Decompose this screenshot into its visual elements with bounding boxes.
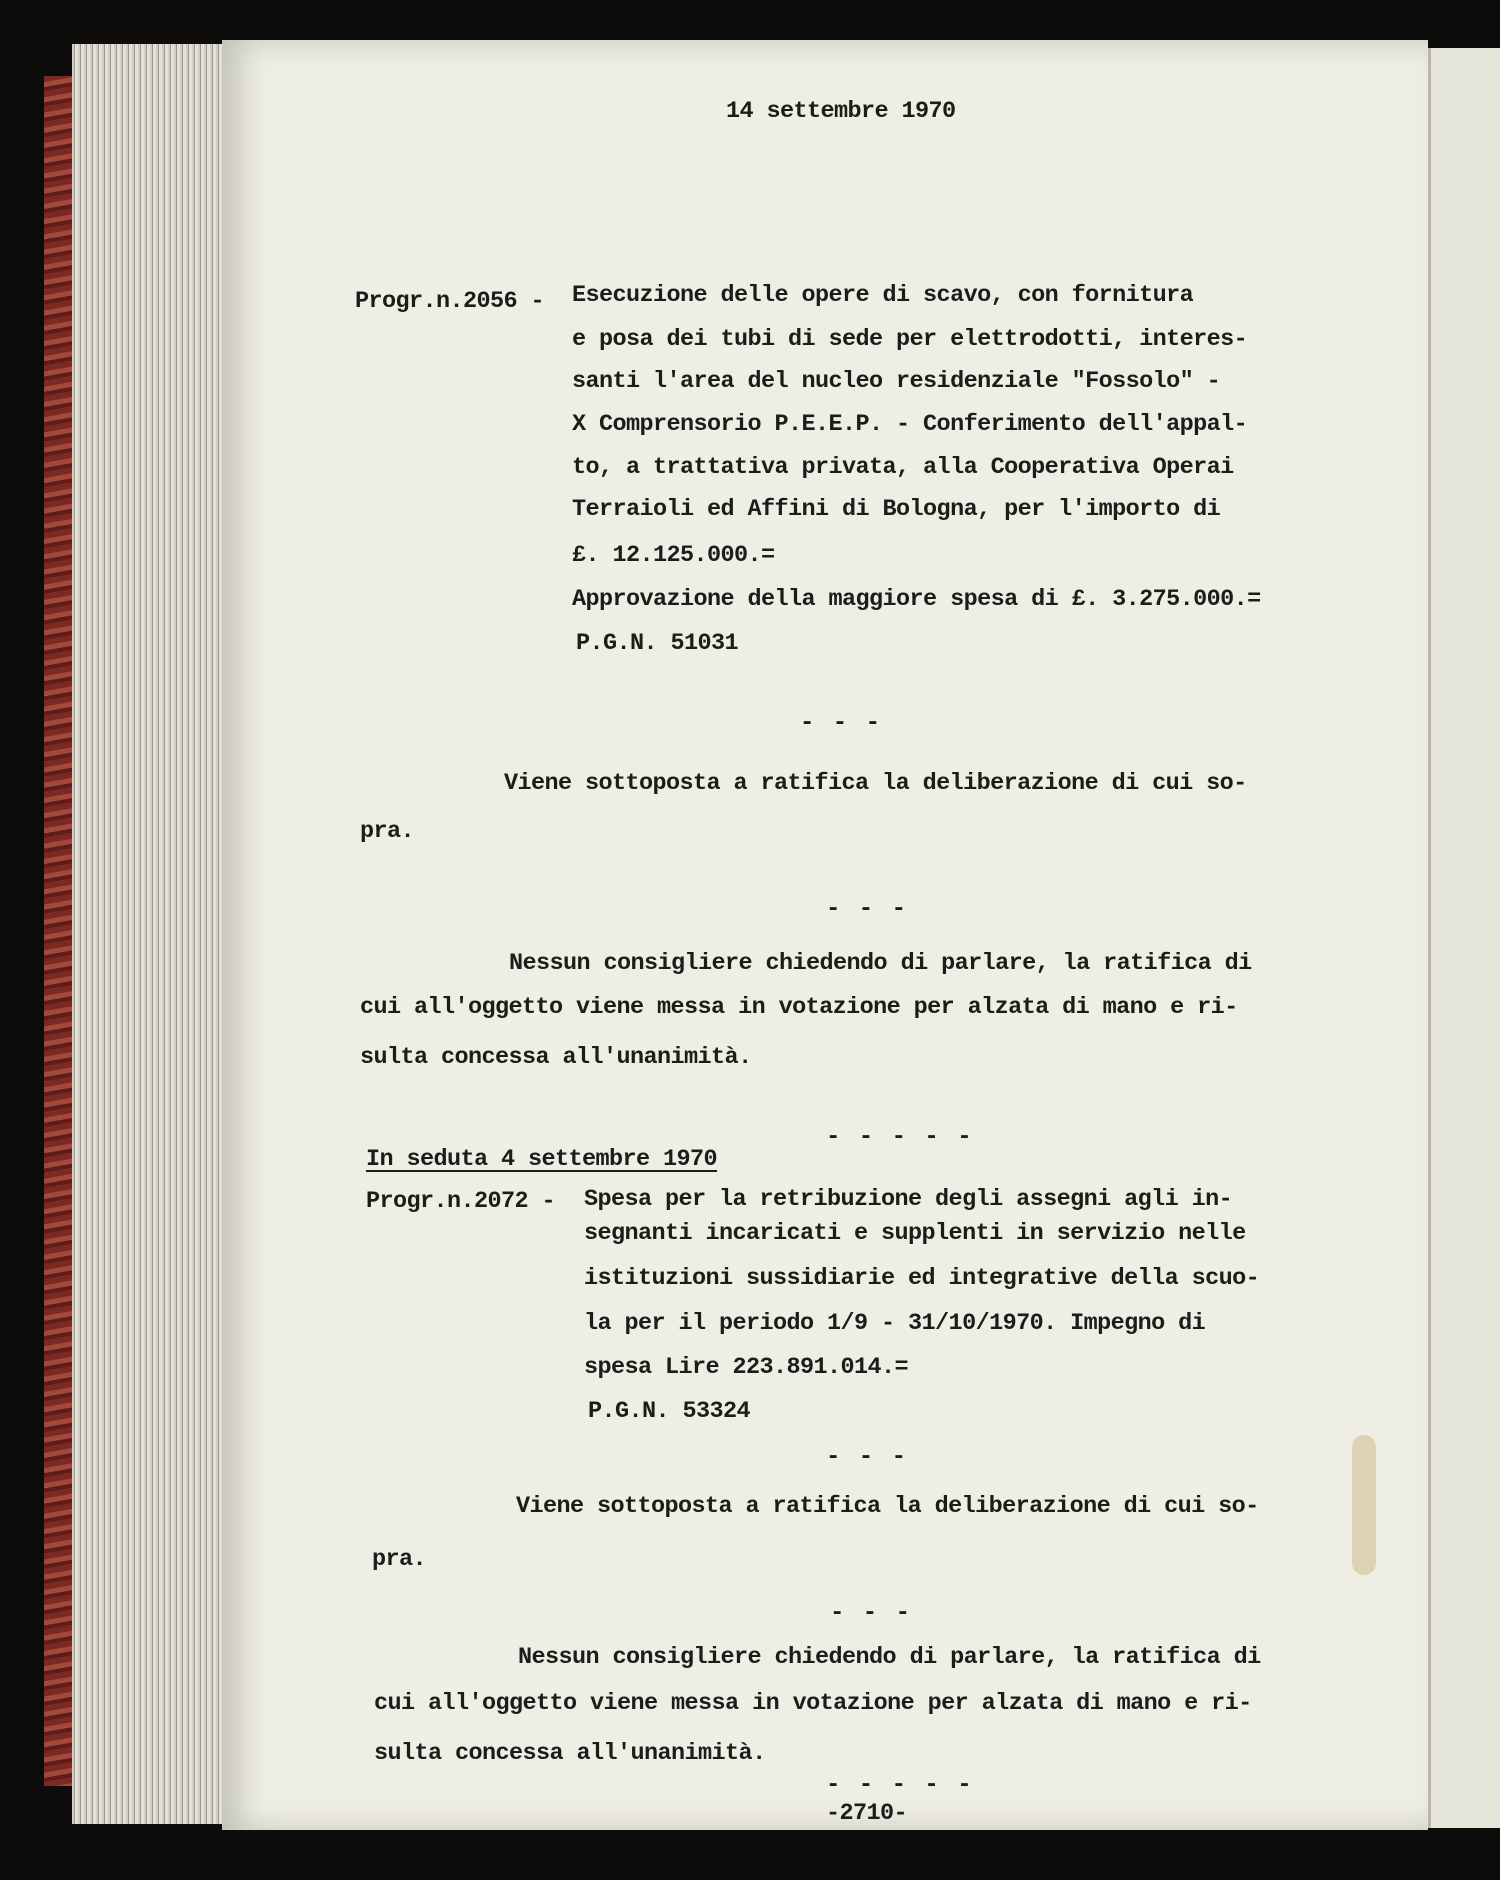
- separator: - - -: [800, 710, 883, 737]
- book-cover-edge: [44, 76, 74, 1786]
- vote-text: cui all'oggetto viene messa in votazione per alzata di mano e ri-: [360, 994, 1238, 1021]
- entry1-line: to, a trattativa privata, alla Cooperativa Operai: [572, 454, 1234, 481]
- vote-text: sulta concessa all'unanimità.: [360, 1044, 752, 1071]
- separator: - - -: [826, 1444, 909, 1471]
- paper-stain: [1352, 1435, 1376, 1575]
- vote-text: sulta concessa all'unanimità.: [374, 1740, 766, 1767]
- entry2-line: istituzioni sussidiarie ed integrative della scuo-: [584, 1265, 1260, 1292]
- vote-text: Nessun consigliere chiedendo di parlare, la ratifica di: [509, 950, 1252, 977]
- vote-text: Nessun consigliere chiedendo di parlare, la ratifica di: [518, 1644, 1261, 1671]
- ratifica-text: pra.: [360, 818, 415, 845]
- entry2-pgn: P.G.N. 53324: [588, 1398, 751, 1425]
- separator: - - -: [826, 896, 909, 923]
- entry2-reference: Progr.n.2072 -: [366, 1188, 556, 1215]
- separator: - - -: [830, 1600, 913, 1627]
- entry1-line: e posa dei tubi di sede per elettrodotti, interes-: [572, 326, 1248, 353]
- ratifica-text: Viene sottoposta a ratifica la deliberazione di cui so-: [516, 1493, 1259, 1520]
- entry1-line: Approvazione della maggiore spesa di £. 3.275.000.=: [572, 586, 1261, 613]
- adjacent-page-edge: [1428, 48, 1500, 1828]
- entry1-line: santi l'area del nucleo residenziale "Fossolo" -: [572, 368, 1221, 395]
- entry1-amount: £. 12.125.000.=: [572, 542, 775, 569]
- entry1-line: Terraioli ed Affini di Bologna, per l'importo di: [572, 496, 1221, 523]
- entry1-reference: Progr.n.2056 -: [355, 288, 545, 315]
- vote-text: cui all'oggetto viene messa in votazione per alzata di mano e ri-: [374, 1690, 1252, 1717]
- page-stack-edges: [72, 44, 224, 1824]
- entry1-line: X Comprensorio P.E.E.P. - Conferimento dell'appal-: [572, 411, 1248, 438]
- separator: - - - - -: [826, 1772, 974, 1799]
- separator: - - - - -: [826, 1124, 974, 1151]
- page-date: 14 settembre 1970: [726, 98, 956, 125]
- entry2-amount: spesa Lire 223.891.014.=: [584, 1354, 909, 1381]
- entry1-line: Esecuzione delle opere di scavo, con fornitura: [572, 282, 1194, 309]
- entry2-line: segnanti incaricati e supplenti in servizio nelle: [584, 1220, 1246, 1247]
- ratifica-text: pra.: [372, 1546, 427, 1573]
- entry2-line: la per il periodo 1/9 - 31/10/1970. Impegno di: [584, 1310, 1206, 1337]
- entry2-line: Spesa per la retribuzione degli assegni agli in-: [584, 1186, 1233, 1213]
- page-number: -2710-: [826, 1800, 908, 1827]
- ratifica-text: Viene sottoposta a ratifica la deliberazione di cui so-: [504, 770, 1247, 797]
- entry1-pgn: P.G.N. 51031: [576, 630, 739, 657]
- session-heading: In seduta 4 settembre 1970: [366, 1146, 718, 1173]
